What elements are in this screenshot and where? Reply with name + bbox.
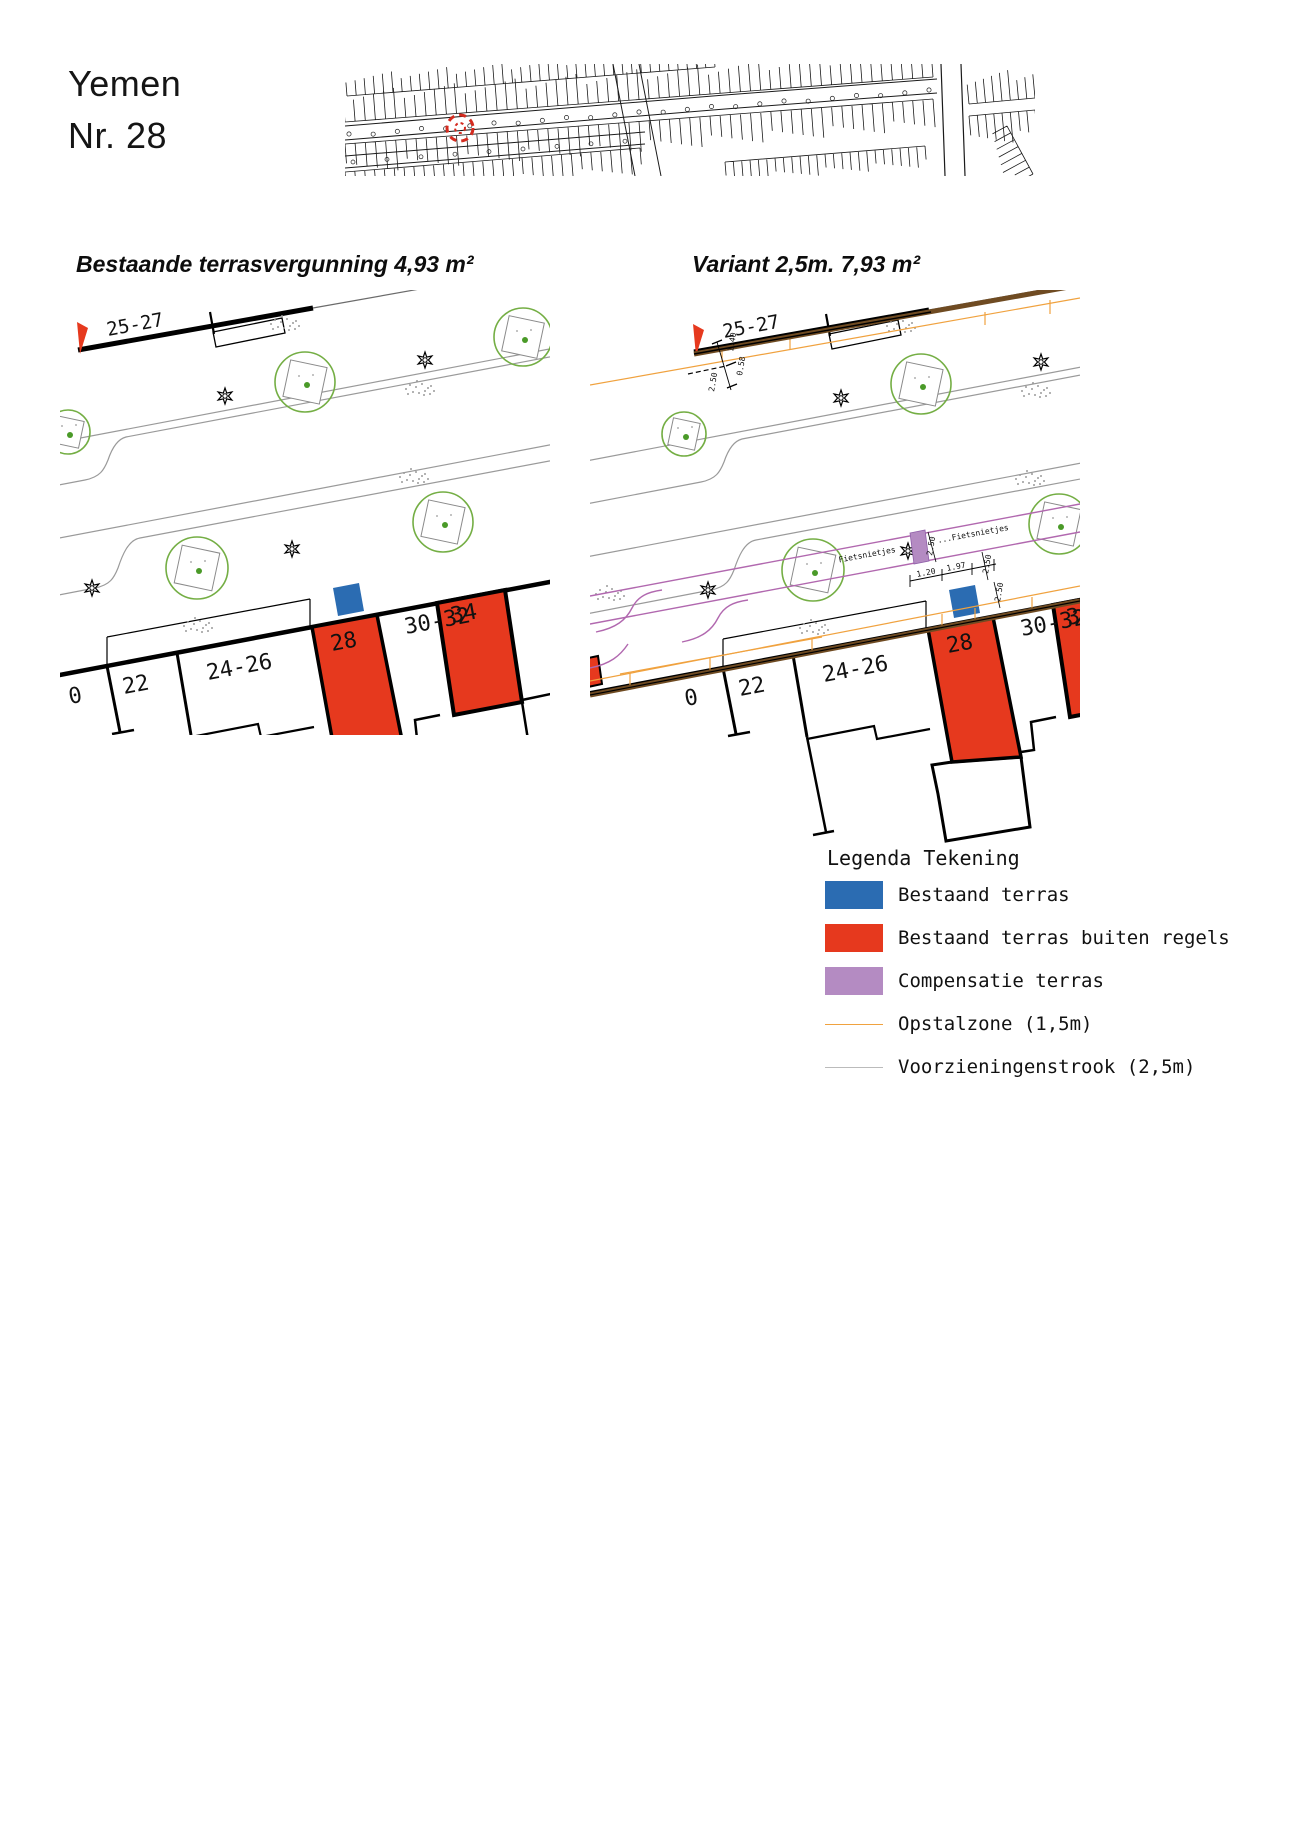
dim-0-58: 0.58 — [735, 355, 748, 377]
legend-item-compensatie — [825, 967, 1255, 995]
dim-1-40: 1.40 — [726, 331, 739, 353]
fietsnietjes-ref-label: ...Fietsnietjes — [936, 522, 1010, 545]
buiten-regels-swatch — [825, 924, 883, 952]
right-plan-drawing — [590, 290, 1080, 850]
voorzieningenstrook-line-swatch — [825, 1067, 883, 1068]
legend-item-voorzieningenstrook — [825, 1053, 1255, 1081]
legend-item-buiten-regels — [825, 924, 1255, 952]
legend-item-label: Bestaand terras — [898, 884, 1070, 906]
opstalzone-north-line — [590, 298, 1080, 385]
dim-2-50-b: 2.50 — [981, 553, 994, 575]
legend-item-bestaand-terras — [825, 881, 1255, 909]
dim-1-20: 1.20 — [915, 566, 937, 579]
left-plan-drawing — [60, 290, 550, 735]
bestaand-terras-swatch — [825, 881, 883, 909]
legend-item-label: Opstalzone (1,5m) — [898, 1013, 1093, 1035]
legend-item-label: Voorzieningenstrook (2,5m) — [898, 1056, 1196, 1078]
dim-2-50-a: 2.50 — [925, 535, 938, 557]
legend — [825, 846, 1255, 1096]
dim-1-97: 1.97 — [945, 560, 967, 573]
document-title — [68, 58, 181, 162]
dim-2-50-c: 2.50 — [993, 581, 1006, 603]
legend-item-label: Compensatie terras — [898, 970, 1104, 992]
compensatie-swatch — [825, 967, 883, 995]
left-panel-heading: Bestaande terrasvergunning 4,93 m² — [76, 251, 474, 277]
overview-map — [345, 64, 1035, 181]
title-line-1: Yemen — [68, 63, 182, 104]
overview-map-drawing — [345, 64, 1035, 176]
legend-item-label: Bestaand terras buiten regels — [898, 927, 1230, 949]
title-line-2: Nr. 28 — [68, 115, 168, 156]
right-panel-heading: Variant 2,5m. 7,93 m² — [692, 251, 920, 277]
dim-2-50-north: 2.50 — [707, 371, 720, 393]
voorzieningenstrook-band — [590, 504, 1080, 624]
legend-item-opstalzone — [825, 1010, 1255, 1038]
left-plan — [60, 290, 550, 740]
opstalzone-line-swatch — [825, 1024, 883, 1025]
legend-title: Legenda Tekening — [827, 846, 1020, 870]
right-plan — [590, 290, 1080, 855]
fietsnietjes-label: Fietsnietjes — [837, 545, 897, 565]
